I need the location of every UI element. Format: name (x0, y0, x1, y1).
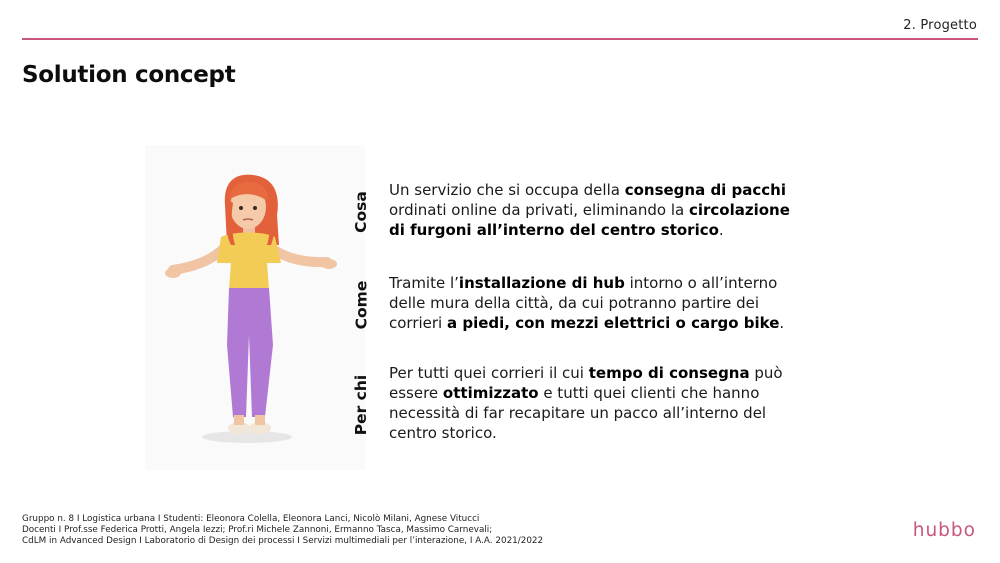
text-highlight: consegna di pacchi (624, 181, 787, 199)
slide-title: Solution concept (22, 62, 236, 88)
text-segment: Un servizio che si occupa della (389, 181, 625, 199)
row-text-per-chi (389, 363, 809, 443)
text-segment: e tutti quei clienti che hanno necessità di far recapitare un pacco all’interno del centro storico. (389, 384, 767, 442)
row-text-cosa (389, 180, 809, 240)
text-segment: Tramite l’ (389, 274, 459, 292)
row-come (350, 273, 810, 337)
row-per-chi (350, 363, 810, 447)
text-highlight: circolazione di furgoni all’interno del centro storico (389, 201, 790, 239)
text-highlight: tempo di consegna (588, 364, 750, 382)
text-highlight: ottimizzato (442, 384, 539, 402)
row-label-cosa: Cosa (352, 191, 370, 233)
text-segment: Per tutti quei corrieri il cui (389, 364, 589, 382)
footer-line-group: Gruppo n. 8 I Logistica urbana I Studenti: Eleonora Colella, Eleonora Lanci, Nicolò Milani, Agnese Vitucci (22, 514, 480, 524)
text-segment: ordinati online da privati, eliminando la (389, 201, 689, 219)
section-label: 2. Progetto (903, 18, 977, 33)
row-text-come (389, 273, 809, 333)
text-segment: può essere (389, 364, 783, 402)
footer-line-teachers: Docenti I Prof.sse Federica Protti, Angela Iezzi; Prof.ri Michele Zannoni, Ermanno Tasca, Massimo Carnevali; (22, 525, 493, 535)
row-cosa (350, 180, 810, 244)
row-label-per-chi: Per chi (352, 374, 371, 436)
row-label-come: Come (352, 280, 370, 330)
text-highlight: a piedi, con mezzi elettrici o cargo bike (447, 314, 780, 332)
text-segment: . (718, 221, 724, 239)
footer-credits (22, 514, 543, 547)
footer-line-course: CdLM in Advanced Design I Laboratorio di Design dei processi I Servizi multimediali per l’interazione, I A.A. 2021/2022 (22, 536, 544, 546)
text-highlight: installazione di hub (458, 274, 625, 292)
text-segment: intorno o all’interno delle mura della città, da cui potranno partire dei corrieri (389, 274, 778, 332)
text-segment: . (779, 314, 785, 332)
woman-3d-figure-icon (145, 145, 365, 470)
brand-logo: hubbo (912, 520, 976, 541)
top-divider (22, 38, 978, 40)
